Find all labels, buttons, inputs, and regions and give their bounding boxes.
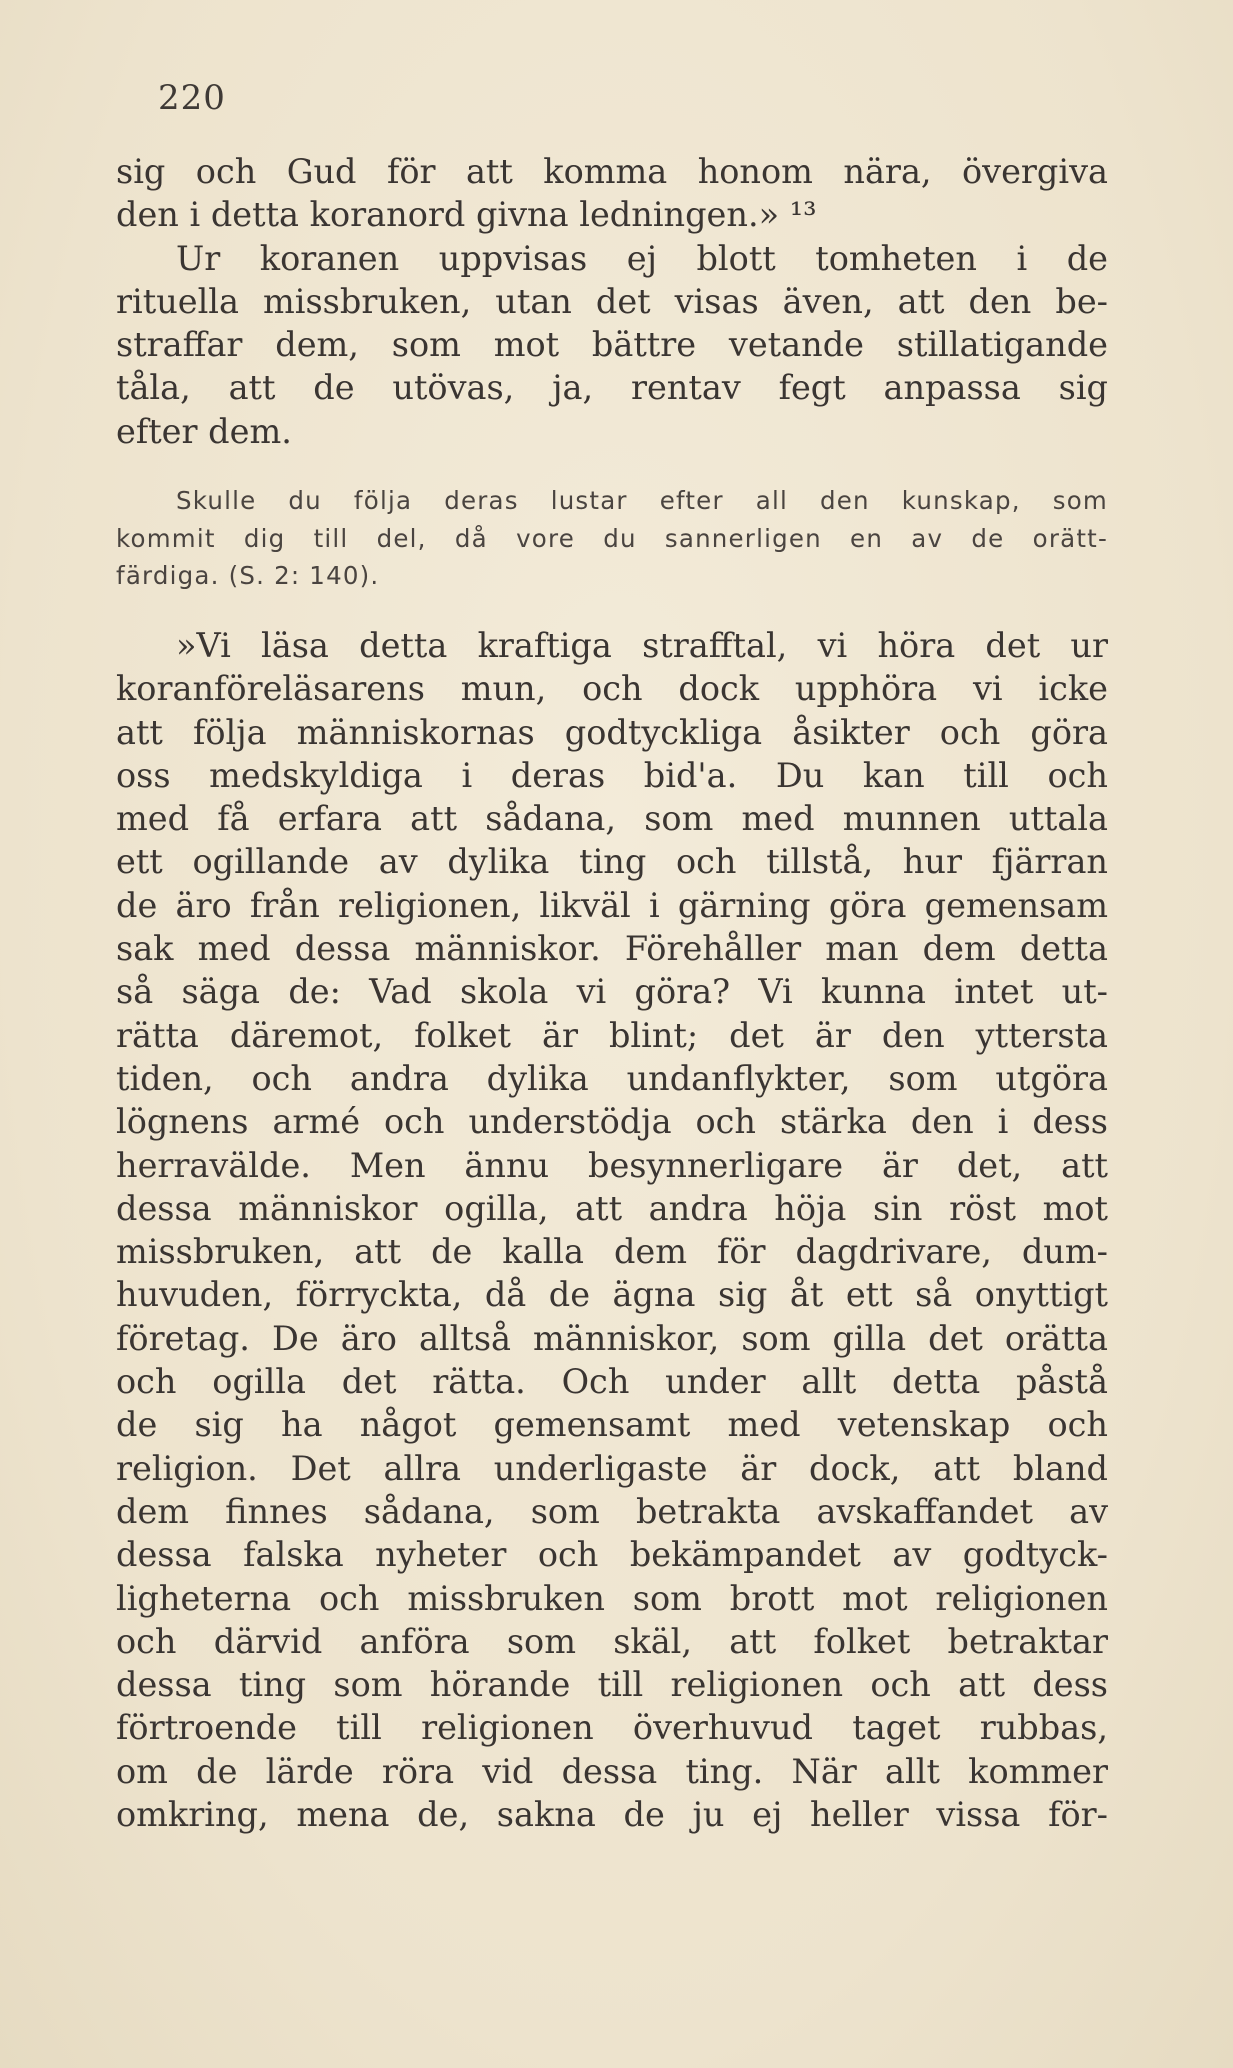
text-line: omkring, mena de, sakna de ju ej heller vissa för-	[116, 1795, 1108, 1835]
text-line: om de lärde röra vid dessa ting. När allt kommer	[116, 1751, 1108, 1791]
text-line: herravälde. Men ännu besynnerligare är det, att	[116, 1145, 1108, 1185]
text-line: rätta däremot, folket är blint; det är den yttersta	[116, 1015, 1108, 1055]
text-line: och därvid anföra som skäl, att folket betraktar	[116, 1621, 1108, 1661]
text-line: ett ogillande av dylika ting och tillstå, hur fjärran	[116, 842, 1108, 882]
text-line: huvuden, förryckta, då de ägna sig åt ett så onyttigt	[116, 1275, 1108, 1315]
text-line: missbruken, att de kalla dem för dagdrivare, dum-	[116, 1232, 1108, 1272]
quote-line: färdiga. (S. 2: 140).	[116, 561, 380, 590]
text-line: dem finnes sådana, som betrakta avskaffandet av	[116, 1491, 1108, 1531]
text-line: den i detta koranord givna ledningen.» ¹³	[116, 195, 817, 235]
quote-line: Skulle du följa deras lustar efter all den kunskap, som	[176, 486, 1108, 515]
text-line: oss medskyldiga i deras bid'a. Du kan till och	[116, 755, 1108, 795]
text-line: straffar dem, som mot bättre vetande stillatigande	[116, 325, 1108, 365]
text-line: dessa människor ogilla, att andra höja sin röst mot	[116, 1188, 1108, 1228]
text-line: att följa människornas godtyckliga åsikter och göra	[116, 712, 1108, 752]
text-line: med få erfara att sådana, som med munnen uttala	[116, 799, 1108, 839]
text-line: Ur koranen uppvisas ej blott tomheten i de	[176, 238, 1108, 278]
text-line: religion. Det allra underligaste är dock, att bland	[116, 1448, 1108, 1488]
text-line: dessa falska nyheter och bekämpandet av godtyck-	[116, 1535, 1108, 1575]
text-line: de äro från religionen, likväl i gärning göra gemensam	[116, 885, 1108, 925]
paragraph-1	[116, 150, 1108, 453]
quote-line: kommit dig till del, då vore du sannerligen en av de orätt-	[116, 523, 1108, 553]
text-line: »Vi läsa detta kraftiga strafftal, vi höra det ur	[176, 626, 1108, 665]
text-line: sak med dessa människor. Förehåller man dem detta	[116, 929, 1108, 969]
paragraph-2	[116, 624, 1108, 1836]
text-line: tåla, att de utövas, ja, rentav fegt anpassa sig	[116, 368, 1108, 408]
text-line: sig och Gud för att komma honom nära, övergiva	[116, 152, 1108, 191]
text-line: rituella missbruken, utan det visas även, att den be-	[116, 281, 1108, 321]
text-line: förtroende till religionen överhuvud taget rubbas,	[116, 1708, 1108, 1748]
text-line: koranföreläsarens mun, och dock upphöra vi icke	[116, 669, 1108, 709]
text-line: dessa ting som hörande till religionen och att dess	[116, 1665, 1108, 1705]
koran-quote	[116, 482, 1108, 595]
page-number: 220	[158, 78, 226, 118]
text-line: och ogilla det rätta. Och under allt detta påstå	[116, 1362, 1108, 1402]
text-line: de sig ha något gemensamt med vetenskap och	[116, 1405, 1108, 1445]
text-line: så säga de: Vad skola vi göra? Vi kunna intet ut-	[116, 972, 1108, 1012]
text-line: ligheterna och missbruken som brott mot religionen	[116, 1578, 1108, 1618]
text-line: tiden, och andra dylika undanflykter, som utgöra	[116, 1058, 1108, 1098]
text-line: företag. De äro alltså människor, som gilla det orätta	[116, 1318, 1108, 1358]
text-line: lögnens armé och understödja och stärka den i dess	[116, 1102, 1108, 1142]
text-line: efter dem.	[116, 411, 292, 451]
